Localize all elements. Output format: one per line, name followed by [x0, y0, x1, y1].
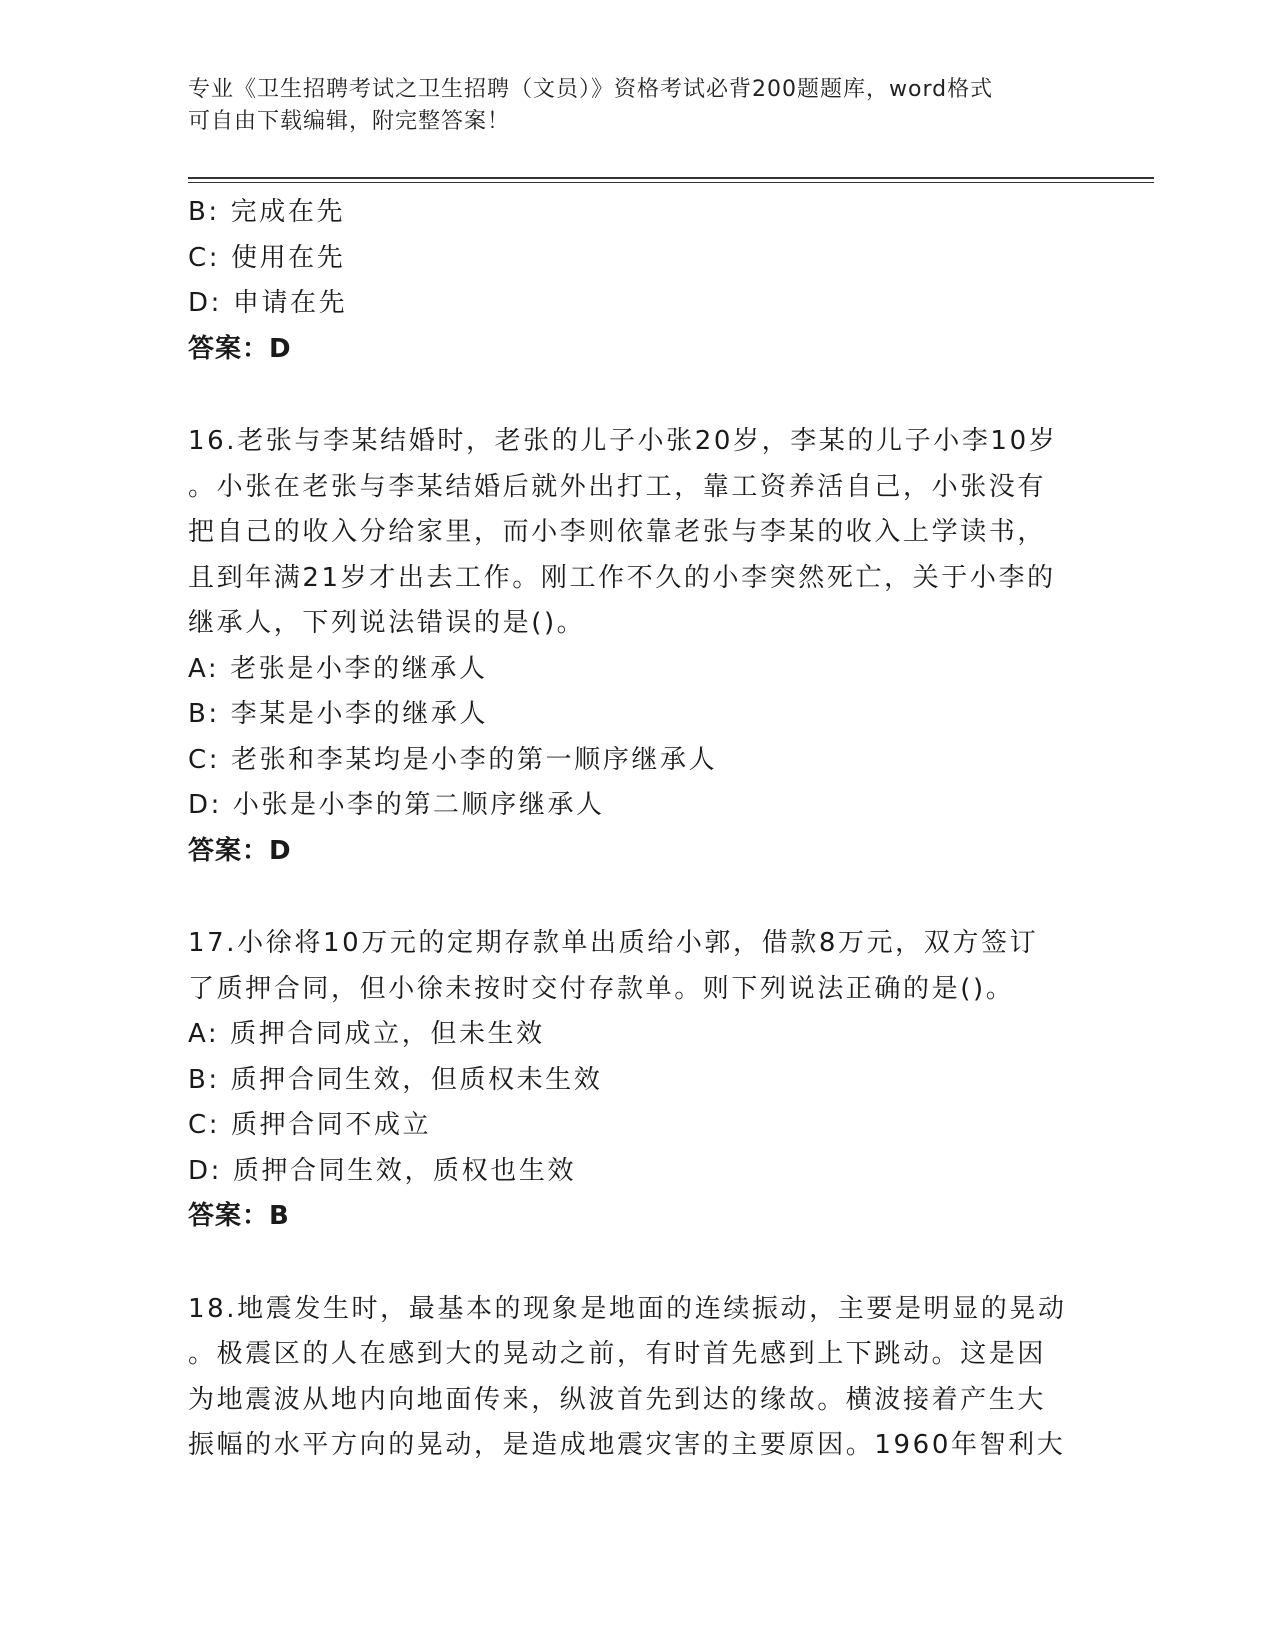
question-block-17	[188, 921, 1078, 1240]
option-c: C: 老张和李某均是小李的第一顺序继承人	[188, 744, 718, 775]
question-stem-line: 18.地震发生时，最基本的现象是地面的连续振动，主要是明显的晃动	[188, 1293, 1067, 1324]
question-block-16	[188, 419, 1078, 874]
question-block-18	[188, 1287, 1078, 1469]
spacer	[188, 372, 1078, 419]
question-stem-line: 。极震区的人在感到大的晃动之前，有时首先感到上下跳动。这是因	[188, 1339, 1047, 1369]
question-block-15	[188, 190, 1078, 372]
option-d: D: 申请在先	[188, 288, 348, 318]
spacer	[188, 874, 1078, 921]
option-d: D: 质押合同生效，质权也生效	[188, 1155, 577, 1186]
question-stem-line: 且到年满21岁才出去工作。刚工作不久的小李突然死亡，关于小李的	[188, 562, 1056, 593]
option-d: D: 小张是小李的第二顺序继承人	[188, 790, 605, 820]
question-stem-line: 为地震波从地内向地面传来，纵波首先到达的缘故。横波接着产生大	[188, 1384, 1047, 1415]
question-stem-line: 了质押合同，但小徐未按时交付存款单。则下列说法正确的是()。	[188, 973, 1015, 1004]
option-b: B: 李某是小李的继承人	[188, 699, 489, 729]
header-divider-thick	[188, 177, 1154, 179]
option-b: B: 质押合同生效，但质权未生效	[188, 1064, 603, 1095]
header-title-line-1: 专业《卫生招聘考试之卫生招聘（文员）》资格考试必背200题题库，word格式	[188, 77, 994, 102]
option-c: C: 质押合同不成立	[188, 1110, 432, 1140]
header-title-line-2: 可自由下载编辑，附完整答案！	[188, 109, 511, 134]
question-stem-line: 把自己的收入分给家里，而小李则依靠老张与李某的收入上学读书，	[188, 517, 1047, 547]
question-stem-line: 振幅的水平方向的晃动，是造成地震灾害的主要原因。1960年智利大	[188, 1430, 1066, 1460]
question-stem-line: 17.小徐将10万元的定期存款单出质给小郭，借款8万元，双方签订	[188, 928, 1039, 958]
question-stem-line: 继承人，下列说法错误的是()。	[188, 608, 586, 638]
answer-label: 答案：D	[188, 333, 292, 364]
answer-label: 答案：D	[188, 835, 292, 866]
answer-label: 答案：B	[188, 1201, 290, 1231]
header-divider-thin	[188, 182, 1154, 183]
question-stem-line: 。小张在老张与李某结婚后就外出打工，靠工资养活自己，小张没有	[188, 471, 1047, 502]
option-a: A: 老张是小李的继承人	[188, 653, 488, 684]
spacer	[188, 1240, 1078, 1287]
document-header	[188, 74, 1068, 138]
option-c: C: 使用在先	[188, 242, 346, 273]
option-a: A: 质押合同成立，但未生效	[188, 1019, 545, 1049]
question-list	[188, 190, 1078, 1469]
option-b: B: 完成在先	[188, 197, 346, 227]
question-stem-line: 16.老张与李某结婚时，老张的儿子小张20岁，李某的儿子小李10岁	[188, 426, 1058, 456]
